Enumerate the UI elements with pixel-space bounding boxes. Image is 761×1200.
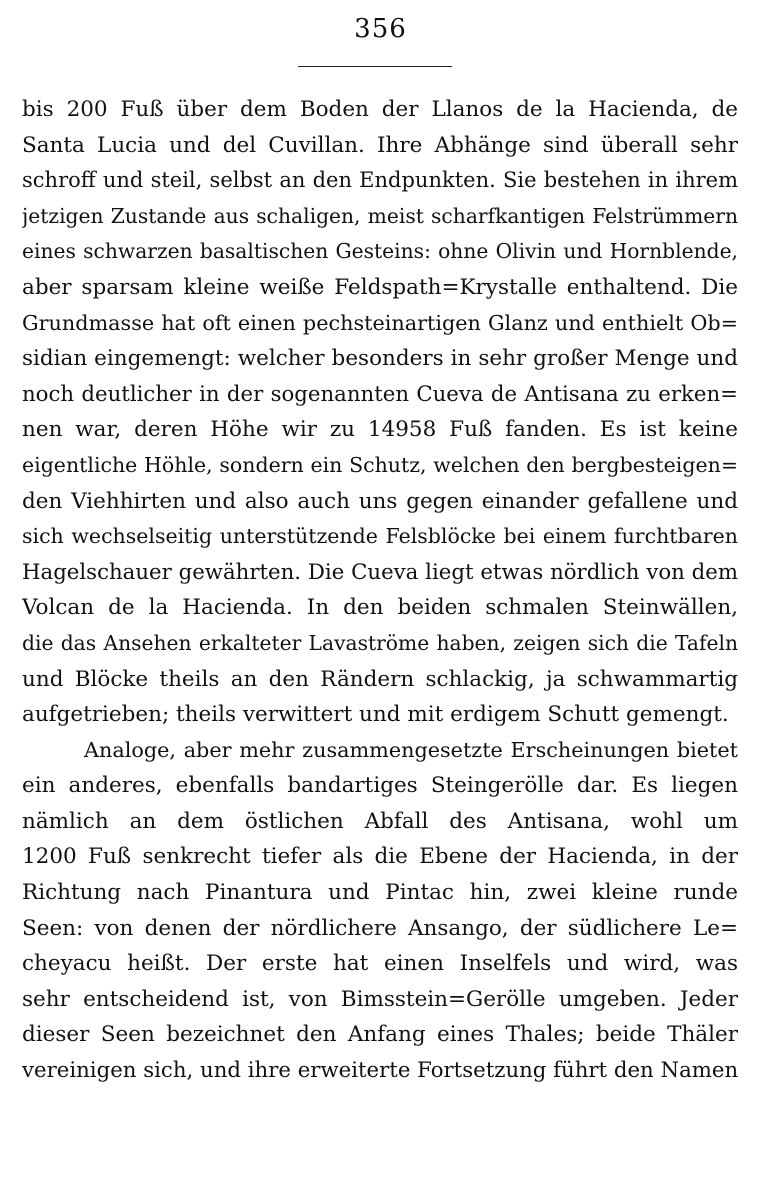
text-line: dieser Seen bezeichnet den Anfang eines Thales; beide Thäler bbox=[22, 1022, 738, 1048]
text-line: Seen: von denen der nördlichere Ansango, der südlichere Le= bbox=[22, 915, 738, 941]
text-line: eigentliche Höhle, sondern ein Schutz, welchen den bergbesteigen= bbox=[22, 452, 738, 477]
paragraph-first-line: Analoge, aber mehr zusammengesetzte Erscheinungen bietet bbox=[84, 737, 738, 762]
text-line: eines schwarzen basaltischen Gesteins: ohne Olivin und Hornblende, bbox=[22, 239, 738, 264]
text-line: Richtung nach Pinantura und Pintac hin, zwei kleine runde bbox=[22, 880, 738, 906]
text-line: Santa Lucia und del Cuvillan. Ihre Abhänge sind überall sehr bbox=[22, 132, 738, 158]
text-line: Grundmasse hat oft einen pechsteinartigen Glanz und enthielt Ob= bbox=[22, 310, 738, 335]
text-line: jetzigen Zustande aus schaligen, meist scharfkantigen Felstrümmern bbox=[22, 203, 738, 228]
text-line: schroff und steil, selbst an den Endpunkten. Sie bestehen in ihrem bbox=[22, 168, 738, 193]
text-line: 1200 Fuß senkrecht tiefer als die Ebene der Hacienda, in der bbox=[22, 844, 738, 870]
text-line: aber sparsam kleine weiße Feldspath=Krystalle enthaltend. Die bbox=[22, 274, 738, 300]
text-line: noch deutlicher in der sogenannten Cueva de Antisana zu erken= bbox=[22, 381, 738, 407]
text-line: bis 200 Fuß über dem Boden der Llanos de la Hacienda, de bbox=[22, 97, 738, 122]
text-line: sich wechselseitig unterstützende Felsblöcke bei einem furchtbaren bbox=[22, 524, 738, 549]
text-line: und Blöcke theils an den Rändern schlackig, ja schwammartig bbox=[22, 666, 738, 692]
text-line: nen war, deren Höhe wir zu 14958 Fuß fanden. Es ist keine bbox=[22, 417, 738, 443]
text-line: Hagelschauer gewährten. Die Cueva liegt etwas nördlich von dem bbox=[22, 559, 738, 585]
text-line: sehr entscheidend ist, von Bimsstein=Gerölle umgeben. Jeder bbox=[22, 986, 738, 1012]
header-rule bbox=[298, 66, 452, 67]
text-line: ein anderes, ebenfalls bandartiges Steingerölle dar. Es liegen bbox=[22, 773, 738, 799]
text-line: Volcan de la Hacienda. In den beiden schmalen Steinwällen, bbox=[22, 595, 738, 621]
text-line: vereinigen sich, und ihre erweiterte Fortsetzung führt den Namen bbox=[22, 1058, 738, 1084]
text-line: aufgetrieben; theils verwittert und mit erdigem Schutt gemengt. bbox=[22, 702, 729, 728]
text-line: nämlich an dem östlichen Abfall des Antisana, wohl um bbox=[22, 808, 738, 834]
text-line: den Viehhirten und also auch uns gegen einander gefallene und bbox=[22, 488, 738, 514]
body-text bbox=[22, 92, 738, 1089]
page-number: 356 bbox=[354, 14, 407, 44]
text-line: sidian eingemengt: welcher besonders in sehr großer Menge und bbox=[22, 346, 738, 372]
text-line: cheyacu heißt. Der erste hat einen Inselfels und wird, was bbox=[22, 951, 738, 977]
text-line: die das Ansehen erkalteter Lavaströme haben, zeigen sich die Tafeln bbox=[22, 630, 738, 655]
